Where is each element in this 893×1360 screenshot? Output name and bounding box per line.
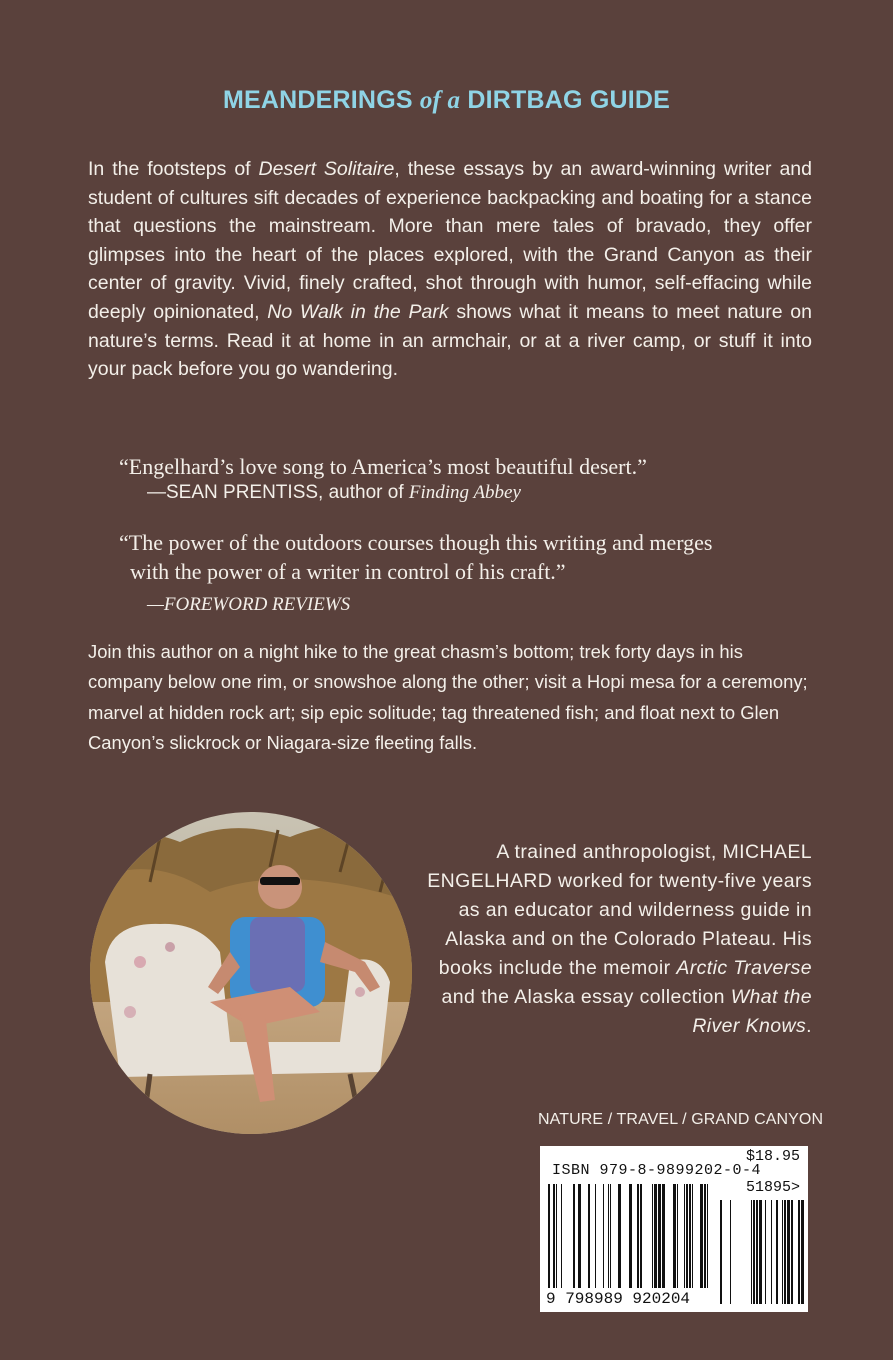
author-photo <box>90 812 412 1134</box>
book-title: MEANDERINGS of a DIRTBAG GUIDE <box>223 86 670 114</box>
isbn-barcode <box>540 1146 808 1312</box>
blurb-quote-2: “The power of the outdoors courses though this writing and merges with the power of a writer in control of his craft.” <box>119 530 713 584</box>
blurb-attribution-1: —SEAN PRENTISS, author of Finding Abbey <box>147 482 521 503</box>
barcode-digits: 9 798989 920204 <box>546 1290 691 1308</box>
bisac-category: NATURE / TRAVEL / GRAND CANYON <box>538 1111 824 1128</box>
summary-paragraph: Join this author on a night hike to the great chasm’s bottom; trek forty days in his company below one rim, or snowshoe along the other; visit a Hopi mesa for a ceremony; marvel at hidden rock art; sip epic solitude; tag threatened fish; and float next to Glen Canyon’s slickrock or Niagara-size fleeting falls. <box>88 641 808 753</box>
author-bio: A trained anthropologist, MICHAEL ENGELHARD worked for twenty-five years as an educator and wilderness guide in Alaska and on the Colorado Plateau. His books include the memoir Arctic Traverse and the Alaska essay collection What the River Knows. <box>427 841 812 1037</box>
barcode-bars <box>540 1146 808 1312</box>
blurb-attribution-2: —FOREWORD REVIEWS <box>147 594 351 615</box>
description-paragraph: In the footsteps of Desert Solitaire, these essays by an award-winning writer and student of cultures sift decades of experience backpacking and boating for a stance that questions the mainstream. More than mere tales of bravado, they offer glimpses into the heart of the places explored, with the Grand Canyon as their center of gravity. Vivid, finely crafted, shot through with humor, self-effacing while deeply opinionated, No Walk in the Park shows what it means to meet nature on nature’s terms. Read it at home in an armchair, or at a river camp, or stuff it into your pack before you go wandering. <box>88 158 812 381</box>
blurb-quote-1: “Engelhard’s love song to America’s most beautiful desert.” <box>119 454 647 479</box>
price-label: $18.95 <box>745 1148 800 1165</box>
isbn-label: ISBN 979-8-9899202-0-4 <box>552 1162 762 1179</box>
supplement-label: 51895> <box>745 1179 800 1196</box>
